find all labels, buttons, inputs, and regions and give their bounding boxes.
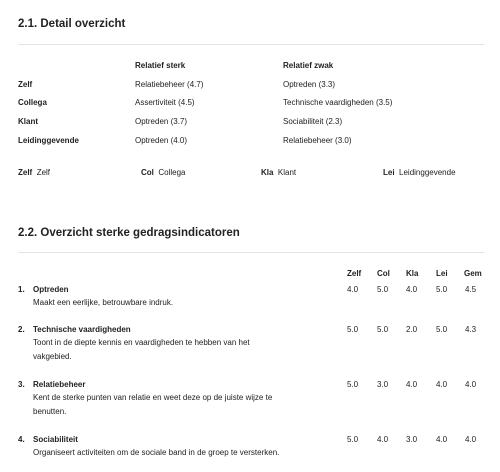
score-col: 5.0 [377,285,389,294]
row-weak: Relatiebeheer (3.0) [283,136,352,145]
item-description: Toont in de diepte kennis en vaardigheden te hebben van het [33,338,250,347]
section-title-detail: 2.1. Detail overzicht [18,18,126,30]
item-description: Kent de sterke punten van relatie en weet deze op de juiste wijze te [33,393,273,402]
score-kla: 2.0 [406,325,418,334]
score-zelf: 5.0 [347,325,359,334]
row-label: Collega [18,98,47,107]
legend-full: Leidinggevende [399,168,456,177]
col-header-weak: Relatief zwak [283,61,334,70]
legend-abbr: Lei [383,168,395,177]
row-weak: Sociabiliteit (2.3) [283,117,343,126]
row-strong: Assertiviteit (4.5) [135,98,195,107]
item-description-cont: vakgebied. [33,352,72,361]
section-title-strong-indicators: 2.2. Overzicht sterke gedragsindicatoren [18,227,240,239]
score-lei: 5.0 [436,285,448,294]
legend-abbr: Kla [261,168,274,177]
item-description-cont: benutten. [33,407,67,416]
score-col: 5.0 [377,325,389,334]
score-gem: 4.0 [465,380,477,389]
row-strong: Optreden (4.0) [135,136,188,145]
item-description: Organiseert activiteiten om de sociale band in de groep te versterken. [33,448,280,457]
item-number: 4. [18,435,25,444]
item-title: Technische vaardigheden [33,325,131,334]
score-gem: 4.5 [465,285,477,294]
legend-full: Zelf [36,168,51,177]
score-kla: 3.0 [406,435,418,444]
row-label: Leidinggevende [18,136,79,145]
score-lei: 4.0 [436,435,448,444]
legend-abbr: Col [141,168,154,177]
item-description: Maakt een eerlijke, betrouwbare indruk. [33,298,174,307]
legend-abbr: Zelf [18,168,33,177]
item-title: Optreden [33,285,69,294]
legend-item [141,168,185,177]
score-header: Zelf [347,269,362,278]
item-number: 2. [18,325,25,334]
score-zelf: 5.0 [347,435,359,444]
score-gem: 4.0 [465,435,477,444]
row-strong: Relatiebeheer (4.7) [135,80,204,89]
row-label: Zelf [18,80,33,89]
item-title: Relatiebeheer [33,380,86,389]
section-divider [18,44,484,45]
row-weak: Technische vaardigheden (3.5) [283,98,393,107]
score-header: Lei [436,269,448,278]
score-lei: 5.0 [436,325,448,334]
item-title: Sociabiliteit [33,435,78,444]
legend-full: Klant [277,168,297,177]
section-divider [18,252,484,253]
score-kla: 4.0 [406,285,418,294]
item-number: 3. [18,380,25,389]
score-gem: 4.3 [465,325,477,334]
score-kla: 4.0 [406,380,418,389]
score-col: 3.0 [377,380,389,389]
score-header: Col [377,269,390,278]
row-weak: Optreden (3.3) [283,80,336,89]
legend-item [261,168,296,177]
score-zelf: 5.0 [347,380,359,389]
legend-item [18,168,50,177]
row-label: Klant [18,117,38,126]
score-lei: 4.0 [436,380,448,389]
legend-full: Collega [158,168,186,177]
score-header: Gem [464,269,482,278]
score-header: Kla [406,269,419,278]
legend-item [383,168,456,177]
score-zelf: 4.0 [347,285,359,294]
col-header-strong: Relatief sterk [135,61,186,70]
score-col: 4.0 [377,435,389,444]
item-number: 1. [18,285,25,294]
row-strong: Optreden (3.7) [135,117,188,126]
